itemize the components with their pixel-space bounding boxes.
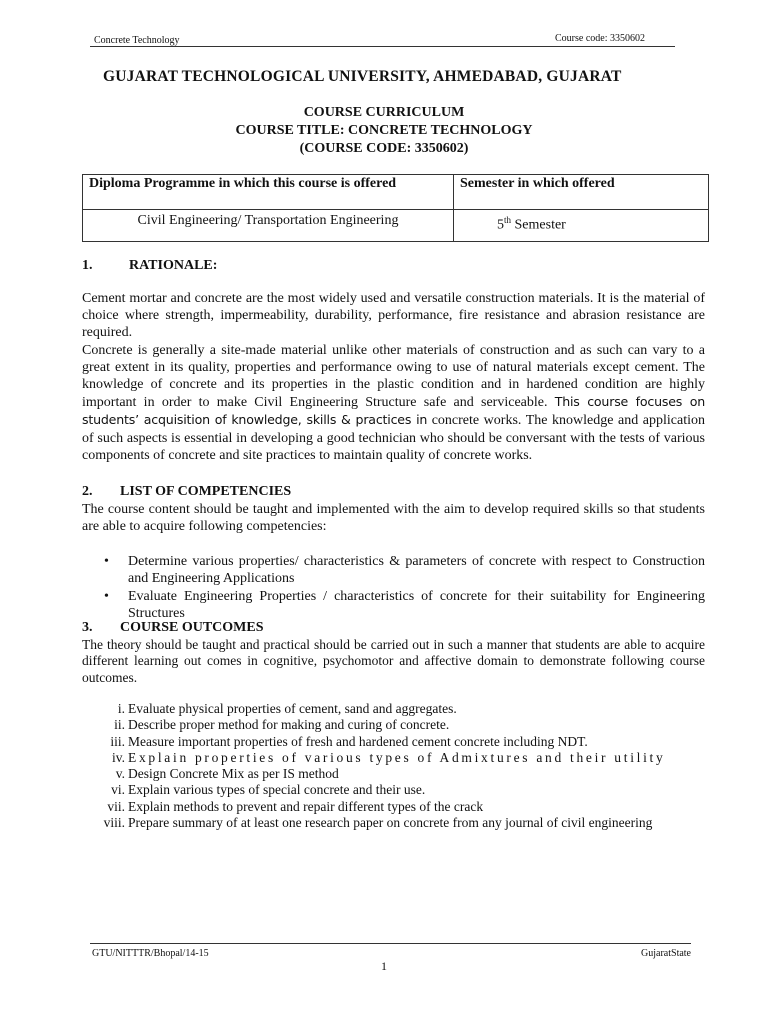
outcomes-heading: [82, 620, 264, 636]
page-footer: [90, 943, 691, 959]
outcome-numeral: vii.: [107, 798, 125, 814]
list-item: [82, 734, 705, 750]
outcome-text: Explain various types of special concrete and their use.: [128, 782, 426, 798]
rationale-paragraph-1: Cement mortar and concrete are the most widely used and versatile construction materials. It is the material of choice where strength, impermeability, durability, performance, fire resistance and abrasion resistance are required.: [82, 291, 705, 341]
list-item: [82, 782, 705, 798]
outcome-numeral: iv.: [112, 749, 125, 765]
page-header: [90, 32, 675, 47]
semester-word: Semester: [511, 217, 566, 233]
semester-suffix: th: [504, 215, 512, 225]
list-item: [82, 799, 705, 815]
bullet-icon: •: [104, 589, 109, 604]
rationale-p2-part-a: Concrete is generally a site-made material unlike other materials of construction and as such can vary to a great extent in its quality, properties and performance owing to use of natural materials except cement. The knowledge of concrete and its properties in the plastic condition and in hardened condition are highly important in order to make Civil Engineering Structure safe and serviceable.: [82, 342, 705, 411]
outcome-text: Evaluate physical properties of cement, sand and aggregates.: [128, 701, 457, 716]
competency-text: Determine various properties/ characteristics & parameters of concrete with respect to Construction and Engineering Applications: [128, 554, 705, 586]
list-item: [82, 701, 705, 717]
outcome-text: Describe proper method for making and curing of concrete.: [128, 717, 450, 733]
semester-column-header: Semester in which offered: [454, 175, 709, 210]
competency-text: Evaluate Engineering Properties / characteristics of concrete for their suitability for Engineering Structures: [128, 589, 705, 621]
semester-number: 5: [497, 217, 504, 233]
programme-column-header: Diploma Programme in which this course is offered: [83, 175, 454, 210]
outcome-numeral: i.: [117, 701, 125, 716]
competencies-number: 2.: [82, 484, 93, 499]
outcome-text: Prepare summary of at least one research paper on concrete from any journal of civil engineering: [128, 815, 653, 831]
outcomes-number: 3.: [82, 620, 93, 635]
footer-source: GTU/NITTTR/Bhopal/14-15: [92, 948, 209, 959]
header-course-name: Concrete Technology: [94, 35, 180, 46]
outcome-numeral: iii.: [110, 733, 125, 749]
rationale-heading: [82, 258, 217, 274]
header-course-code: Course code: 3350602: [555, 33, 645, 44]
programme-offer-table: [82, 174, 709, 242]
rationale-p2-part-c: concrete works. The knowledge and application of such aspects is essential in developing a good technician who should be conversant with the tests of various components of concrete and site practices to maintain quality of concrete works.: [82, 413, 705, 463]
outcome-numeral: ii.: [114, 717, 125, 733]
table-row: [83, 210, 709, 242]
outcome-text: Explain properties of various types of Admixtures and their utility: [128, 749, 666, 765]
rationale-number: 1.: [82, 258, 93, 273]
outcome-text: Design Concrete Mix as per IS method: [128, 766, 339, 782]
course-title: COURSE TITLE: CONCRETE TECHNOLOGY: [235, 123, 533, 138]
list-item: [82, 717, 705, 733]
university-title: GUJARAT TECHNOLOGICAL UNIVERSITY, AHMEDABAD, GUJARAT: [103, 68, 622, 85]
outcomes-title: COURSE OUTCOMES: [120, 620, 264, 635]
page-number: 1: [381, 959, 387, 973]
rationale-p2-part-b: This course focuses on students’ acquisition of knowledge, skills & practices in: [82, 394, 705, 428]
rationale-text: [82, 290, 705, 464]
outcome-text: Measure important properties of fresh and hardened cement concrete including NDT.: [128, 733, 588, 749]
outcome-text: Explain methods to prevent and repair different types of the crack: [128, 798, 484, 814]
rationale-title: RATIONALE:: [129, 258, 218, 273]
bullet-icon: •: [104, 554, 109, 569]
outcome-numeral: v.: [115, 766, 125, 782]
list-item: [82, 766, 705, 782]
rationale-paragraph-2: [82, 342, 705, 464]
curriculum-heading: COURSE CURRICULUM: [303, 105, 465, 120]
list-item: [82, 750, 705, 766]
list-item: [82, 815, 705, 831]
competencies-title: LIST OF COMPETENCIES: [120, 484, 292, 499]
semester-cell: [454, 210, 709, 242]
outcome-numeral: vi.: [111, 782, 125, 798]
course-code-heading: (COURSE CODE: 3350602): [299, 141, 469, 156]
programme-cell: Civil Engineering/ Transportation Engineering: [83, 210, 454, 242]
list-item: [82, 588, 705, 622]
table-header-row: [83, 175, 709, 210]
competencies-intro: The course content should be taught and implemented with the aim to develop required skills so that students are able to acquire following competencies:: [82, 502, 705, 535]
competencies-list: [82, 553, 705, 623]
footer-state: GujaratState: [641, 948, 691, 959]
outcome-numeral: viii.: [103, 815, 125, 831]
list-item: [82, 553, 705, 587]
outcomes-list: [82, 701, 705, 831]
competencies-heading: [82, 484, 291, 500]
outcomes-intro: The theory should be taught and practical should be carried out in such a manner that students are able to acquire different learning out comes in cognitive, psychomotor and affective domain to demonstrate following course outcomes.: [82, 637, 705, 685]
